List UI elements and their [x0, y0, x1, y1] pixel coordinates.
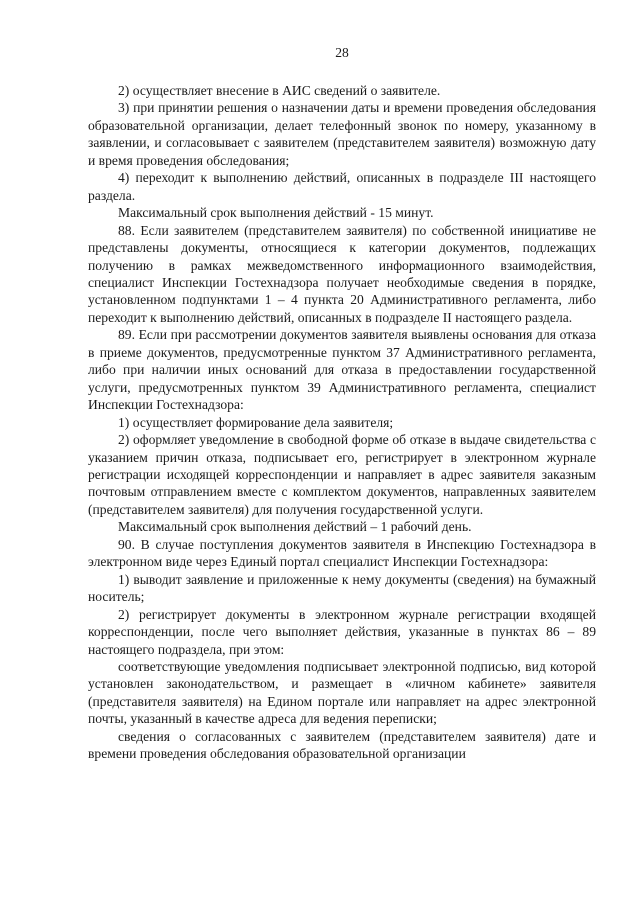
page-number: 28 [335, 45, 349, 60]
paragraph: 2) оформляет уведомление в свободной форме об отказе в выдаче свидетельства с указанием причин отказа, подписывает его, регистрирует в электронном журнале регистрации исходящей корреспонденции и направляет в адрес заявителя заказным почтовым отправлением вместе с комплектом документов, направленных заявителем (представителем заявителя) для получения государственной услуги. [88, 432, 596, 517]
paragraph: 1) выводит заявление и приложенные к нему документы (сведения) на бумажный носитель; [88, 571, 596, 605]
paragraph: 1) осуществляет формирование дела заявителя; [118, 414, 394, 430]
paragraph: 2) регистрирует документы в электронном журнале регистрации входящей корреспонденции, после чего выполняет действия, указанные в пунктах 86 – 89 настоящего подраздела, при этом: [88, 606, 596, 657]
paragraph: 89. Если при рассмотрении документов заявителя выявлены основания для отказа в приеме документов, предусмотренные пунктом 37 Административного регламента, либо при наличии иных оснований для отказа в предоставлении государственной услуги, предусмотренных пунктом 39 Административного регламента, специалист Инспекции Гостехнадзора: [88, 327, 596, 413]
document-page [88, 44, 596, 763]
paragraph: 4) переходит к выполнению действий, описанных в подразделе III настоящего раздела. [88, 170, 596, 203]
paragraph: 2) осуществляет внесение в АИС сведений о заявителе. [118, 83, 441, 98]
paragraph: Максимальный срок выполнения действий - 15 минут. [118, 205, 434, 221]
paragraph: 88. Если заявителем (представителем заявителя) по собственной инициативе не представлены документы, относящиеся к категории документов, подлежащих получению в рамках межведомственного информационного взаимодействия, специалист Инспекции Гостехнадзора получает необходимые сведения в порядке, установленном подпунктами 1 – 4 пункта 20 Административного регламента, либо переходит к выполнению действий, описанных в подразделе II настоящего раздела. [88, 222, 596, 325]
paragraph: соответствующие уведомления подписывает электронной подписью, вид которой установлен законодательством, и размещает в «личном кабинете» заявителя (представителя заявителя) на Едином портале или направляет на адрес электронной почты, указанный в качестве адреса для ведения переписки; [88, 658, 596, 727]
paragraph: 90. В случае поступления документов заявителя в Инспекцию Гостехнадзора в электронном виде через Единый портал специалист Инспекции Гостехнадзора: [88, 536, 596, 570]
paragraph: Максимальный срок выполнения действий – 1 рабочий день. [118, 519, 472, 535]
paragraph: сведения о согласованных с заявителем (представителем заявителя) дате и времени проведения обследования образовательной организации [88, 728, 596, 762]
paragraph: 3) при принятии решения о назначении даты и времени проведения обследования образовательной организации, делает телефонный звонок по номеру, указанному в заявлении, и согласовывает с заявителем (представителем заявителя) возможную дату и время проведения обследования; [88, 100, 596, 168]
